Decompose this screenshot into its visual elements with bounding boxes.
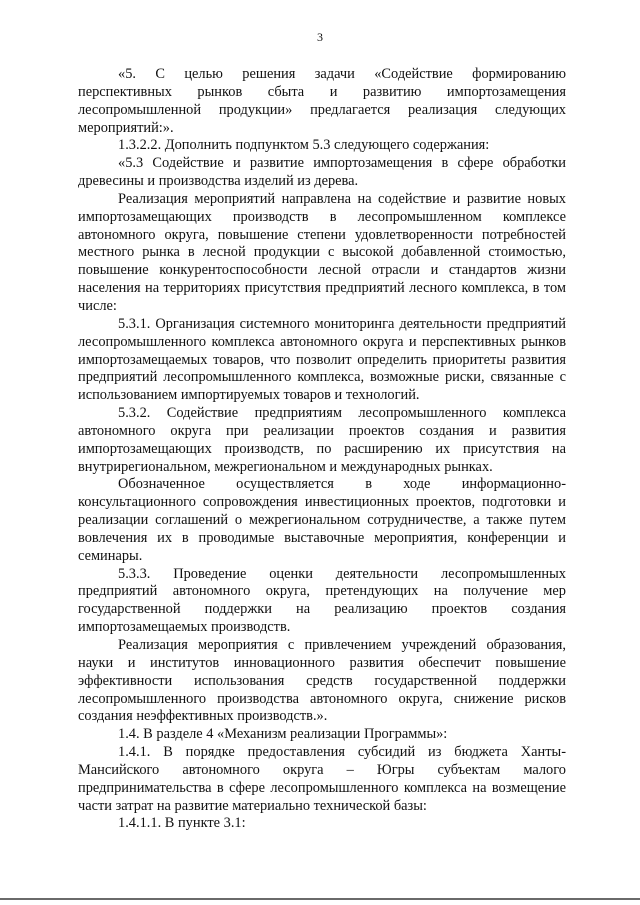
paragraph-1-4-1-1: 1.4.1.1. В пункте 3.1: (118, 815, 246, 832)
paragraph-5-3-2: 5.3.2. Содействие предприятиям лесопромышленного комплекса автономного округа при реализации проектов создания и развития импортозамещающих производств, по расширению их присутствия на внутрирегиональном, межрегиональном и международных рынках. (78, 405, 566, 475)
page-number: 3 (317, 30, 323, 44)
paragraph-5-3-1: 5.3.1. Организация системного мониторинга деятельности предприятий лесопромышленного комплекса автономного округа и перспективных рынков импортозамещаемых товаров, что позволит определить приоритеты развития предприятий лесопромышленного комплекса, возможные риски, связанные с использованием импортируемых товаров и технологий. (78, 315, 566, 404)
scan-edge-line (0, 898, 640, 900)
paragraph-designated: Обозначенное осуществляется в ходе информационно-консультационного сопровождения инвестиционных проектов, подготовки и реализации соглашений о межрегиональном сотрудничестве, а также путем вовлечения их в проводимые выставочные мероприятия, конференции и семинары. (78, 476, 566, 564)
paragraph-implementation: Реализация мероприятия с привлечением учреждений образования, науки и институтов инновационного развития обеспечит повышение эффективности использования средств государственной поддержки лесопромышленного производства автономного округа, снижение рисков создания неэффективных производств.». (78, 637, 566, 725)
paragraph-measures-intro: Реализация мероприятий направлена на содействие и развитие новых импортозамещающих производств в лесопромышленном комплексе автономного округа, повышение степени удовлетворенности потребностей местного рынка в лесной продукции с высокой добавленной стоимостью, повышение конкурентоспособности лесной отрасли и стандартов жизни населения на территориях присутствия предприятий лесного комплекса, в том числе: (78, 190, 566, 314)
paragraph-5-3-3: 5.3.3. Проведение оценки деятельности лесопромышленных предприятий автономного округа, претендующих на получение мер государственной поддержки на реализацию проектов создания импортозамещаемых производств. (78, 565, 566, 636)
paragraph-5-3-heading: «5.3 Содействие и развитие импортозамещения в сфере обработки древесины и производства изделий из дерева. (78, 155, 566, 190)
paragraph-task-5: «5. С целью решения задачи «Содействие формированию перспективных рынков сбыта и развитию импортозамещения лесопромышленной продукции» предлагается реализация следующих мероприятий:». (78, 66, 566, 136)
paragraph-1-3-2-2: 1.3.2.2. Дополнить подпунктом 5.3 следующего содержания: (118, 137, 490, 154)
document-body (78, 66, 566, 833)
paragraph-1-4: 1.4. В разделе 4 «Механизм реализации Программы»: (118, 726, 448, 743)
paragraph-1-4-1: 1.4.1. В порядке предоставления субсидий из бюджета Ханты-Мансийского автономного округа – Югры субъектам малого предпринимательства в сфере лесопромышленного комплекса на возмещение части затрат на развитие материально технической базы: (78, 744, 566, 814)
